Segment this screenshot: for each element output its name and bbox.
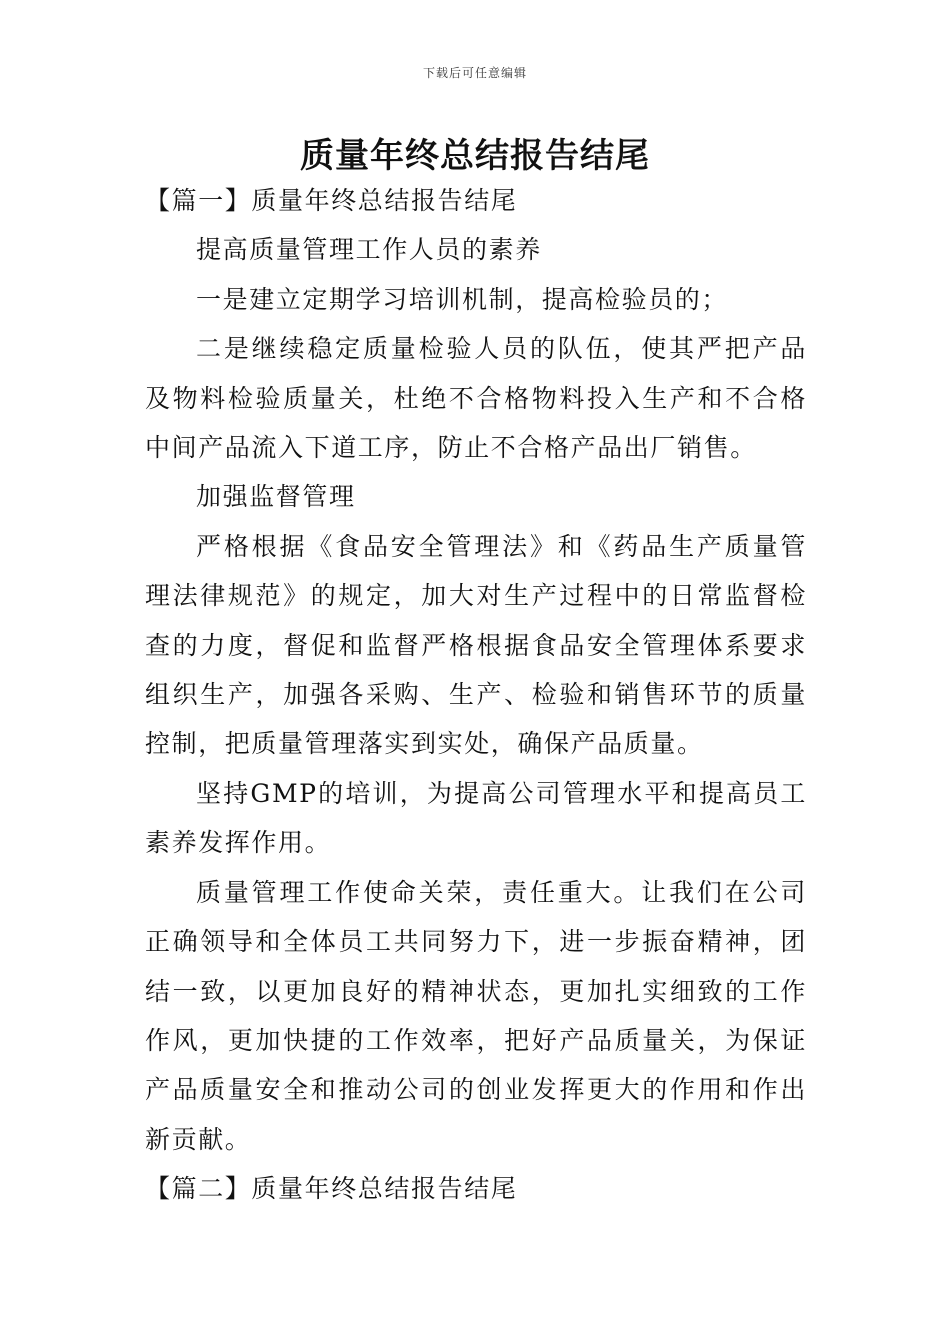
paragraph-training: 一是建立定期学习培训机制，提高检验员的； — [196, 284, 729, 314]
paragraph-regulations: 严格根据《食品安全管理法》和《药品生产质量管理法律规范》的规定，加大对生产过程中的日常监督检查的力度，督促和监督严格根据食品安全管理体系要求组织生产，加强各采购、生产、检验和销售环节的质量控制，把质量管理落实到实处，确保产品质量。 — [145, 531, 807, 759]
section-heading-2: 【篇二】质量年终总结报告结尾 — [145, 1174, 518, 1204]
document-title: 质量年终总结报告结尾 — [300, 136, 650, 176]
header-note: 下载后可任意编辑 — [422, 66, 527, 80]
subheading-staff-quality: 提高质量管理工作人员的素养 — [196, 235, 542, 265]
paragraph-conclusion: 质量管理工作使命关荣，责任重大。让我们在公司正确领导和全体员工共同努力下，进一步振奋精神，团结一致，以更加良好的精神状态，更加扎实细致的工作作风，更加快捷的工作效率，把好产品质量关，为保证产品质量安全和推动公司的创业发挥更大的作用和作出新贡献。 — [145, 877, 807, 1154]
section-heading-1: 【篇一】质量年终总结报告结尾 — [145, 186, 518, 215]
subheading-supervision: 加强监督管理 — [196, 482, 356, 512]
document-body — [145, 176, 807, 1214]
paragraph-inspection-team: 二是继续稳定质量检验人员的队伍，使其严把产品及物料检验质量关，杜绝不合格物料投入生产和不合格中间产品流入下道工序，防止不合格产品出厂销售。 — [145, 334, 807, 463]
paragraph-gmp: 坚持GMP的培训，为提高公司管理水平和提高员工素养发挥作用。 — [145, 778, 807, 858]
